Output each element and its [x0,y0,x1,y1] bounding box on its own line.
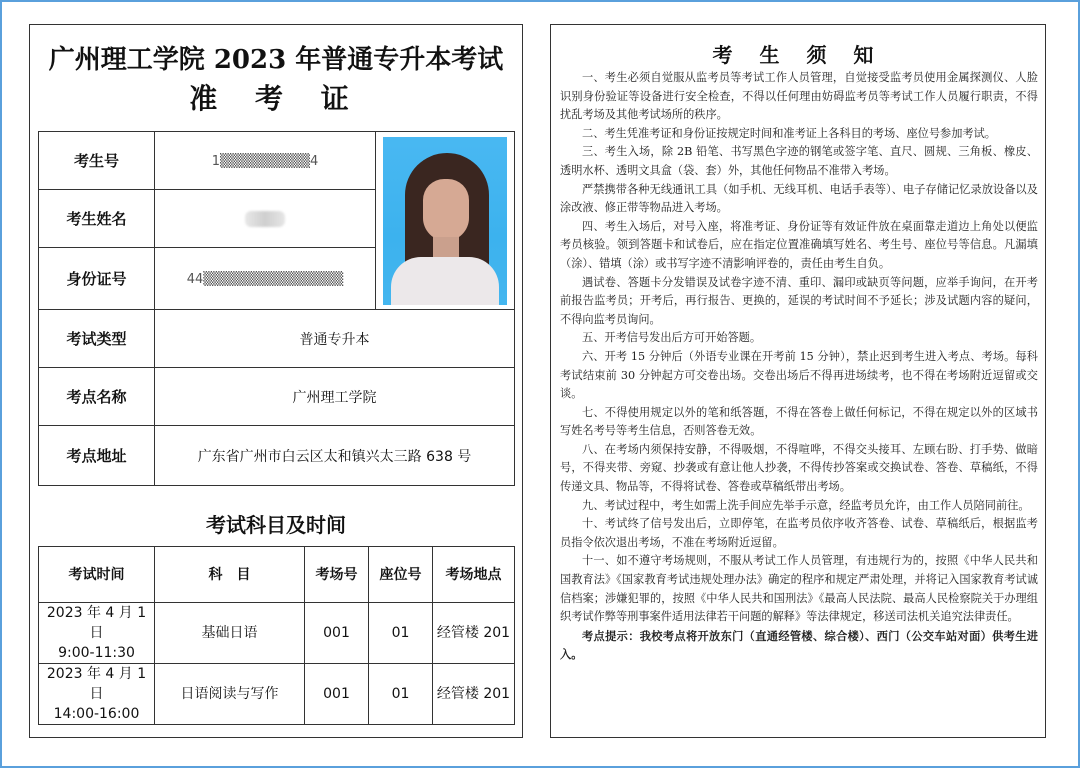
id-label: 身份证号 [39,248,155,310]
room-cell: 001 [305,664,369,725]
id-value [155,248,376,310]
candidate-info-table [38,131,515,486]
exam-time: 14:00-16:00 [53,706,140,722]
site-addr-label: 考点地址 [39,426,155,486]
admission-ticket [29,24,523,738]
exam-no-value [155,132,376,190]
ticket-subtitle: 准 考 证 [189,82,363,115]
exam-time-cell [39,664,155,725]
schedule-header: 座位号 [369,547,433,603]
room-cell: 001 [305,603,369,664]
notice-paragraph: 二、考生凭准考证和身份证按规定时间和准考证上各科目的考场、座位号参加考试。 [582,126,996,140]
subject-cell: 基础日语 [155,603,305,664]
schedule-header: 考场号 [305,547,369,603]
name-label: 考生姓名 [39,190,155,248]
name-value [155,190,376,248]
table-row [39,603,515,664]
site-name-label: 考点名称 [39,368,155,426]
exam-date: 2023 年 4 月 1 日 [46,666,147,702]
notice-paragraph: 三、考生入场，除 2B 铅笔、书写黑色字迹的钢笔或签字笔、直尺、圆规、三角板、橡皮、透明水杯、透明文具盒（袋、套）外，其他任何物品不准带入考场。 [560,145,1038,177]
subject-cell: 日语阅读与写作 [155,664,305,725]
exam-no-label: 考生号 [39,132,155,190]
candidate-notice [550,24,1046,738]
candidate-photo [383,137,507,305]
notice-paragraph: 严禁携带各种无线通讯工具（如手机、无线耳机、电话手表等）、电子存储记忆录放设备以及涂改液、修正带等物品进入考场。 [560,182,1038,215]
id-text: 44▒▒▒▒▒▒▒▒▒▒▒▒▒▒ [186,271,344,287]
name-redacted [245,211,285,227]
notice-paragraph: 四、考生入场后，对号入座，将准考证、身份证等有效证件放在桌面靠走道边上角处以便监考员核验。领到答题卡和试卷后，应在指定位置准确填写姓名、考生号、座位号等信息。凡漏填（涂）、错填（涂）或书写字迹不清影响评卷的，责任由考生自负。 [560,219,1038,270]
notice-paragraph: 八、在考场内须保持安静，不得吸烟，不得喧哗，不得交头接耳、左顾右盼、打手势、做暗号，不得夹带、旁窥、抄袭或有意让他人抄袭，不得传抄答案或交换试卷、答卷、草稿纸，不得传递文具、物品等，不得将试卷、答卷或草稿纸带出考场。 [560,442,1038,494]
photo-cell [376,132,515,310]
ticket-title: 广州理工学院 2023 年普通专升本考试 [48,45,504,75]
place-cell: 经管楼 201 [433,664,515,725]
exam-date: 2023 年 4 月 1 日 [46,605,147,641]
notice-title: 考 生 须 知 [712,43,884,67]
schedule-header: 考场地点 [433,547,515,603]
exam-no-text: 1▒▒▒▒▒▒▒▒▒4 [211,153,319,169]
notice-body [560,69,1038,664]
site-addr-value: 广东省广州市白云区太和镇兴太三路 638 号 [155,426,515,486]
notice-tip: 考点提示：我校考点将开放东门（直通经管楼、综合楼）、西门（公交车站对面）供考生进入。 [560,628,1038,662]
schedule-header: 考试时间 [39,547,155,603]
exam-time: 9:00-11:30 [58,645,135,661]
schedule-title: 考试科目及时间 [206,513,346,537]
schedule-header: 科 目 [155,547,305,603]
schedule-table [38,546,515,725]
site-name-value: 广州理工学院 [155,368,515,426]
notice-paragraph: 五、开考信号发出后方可开始答题。 [582,331,762,345]
notice-paragraph: 一、考生必须自觉服从监考员等考试工作人员管理，自觉接受监考员使用金属探测仪、人脸识别身份验证等设备进行安全检查，不得以任何理由妨碍监考员等考试工作人员履行职责，不得扰乱考场及其他考试场所的秩序。 [560,71,1038,122]
notice-paragraph: 遇试卷、答题卡分发错误及试卷字迹不清、重印、漏印或缺页等问题，应举手询问，在开考前报告监考员；开考后，再行报告、更换的，延误的考试时间不予延长；涉及试题内容的疑问，不得向监考员询问。 [560,275,1038,326]
notice-paragraph: 九、考试过程中，考生如需上洗手间应先举手示意，经监考员允许，由工作人员陪同前往。 [582,498,1030,512]
exam-time-cell [39,603,155,664]
notice-paragraph: 六、开考 15 分钟后（外语专业课在开考前 15 分钟），禁止迟到考生进入考点、考场。每科考试结束前 30 分钟起方可交卷出场。交卷出场后不得再进场续考，也不得在考场附近逗留或交谈。 [560,349,1038,401]
notice-paragraph: 十一、如不遵守考场规则，不服从考试工作人员管理，有违规行为的，按照《中华人民共和国教育法》《国家教育考试违规处理办法》确定的程序和规定严肃处理，并将记入国家教育考试诚信档案；涉嫌犯罪的，按照《中华人民共和国刑法》《最高人民法院、最高人民检察院关于办理组织考试作弊等刑事案件适用法律若干问题的解释》等法律规定，移送司法机关追究法律责任。 [560,554,1038,624]
place-cell: 经管楼 201 [433,603,515,664]
exam-type-value: 普通专升本 [155,310,515,368]
notice-paragraph: 七、不得使用规定以外的笔和纸答题，不得在答卷上做任何标记，不得在规定以外的区域书写姓名考号等考生信息，否则答卷无效。 [560,405,1038,438]
seat-cell: 01 [369,603,433,664]
table-row [39,664,515,725]
notice-paragraph: 十、考试终了信号发出后，立即停笔，在监考员依序收齐答卷、试卷、草稿纸后，根据监考员指令依次退出考场，不准在考场附近逗留。 [560,517,1038,549]
exam-type-label: 考试类型 [39,310,155,368]
seat-cell: 01 [369,664,433,725]
